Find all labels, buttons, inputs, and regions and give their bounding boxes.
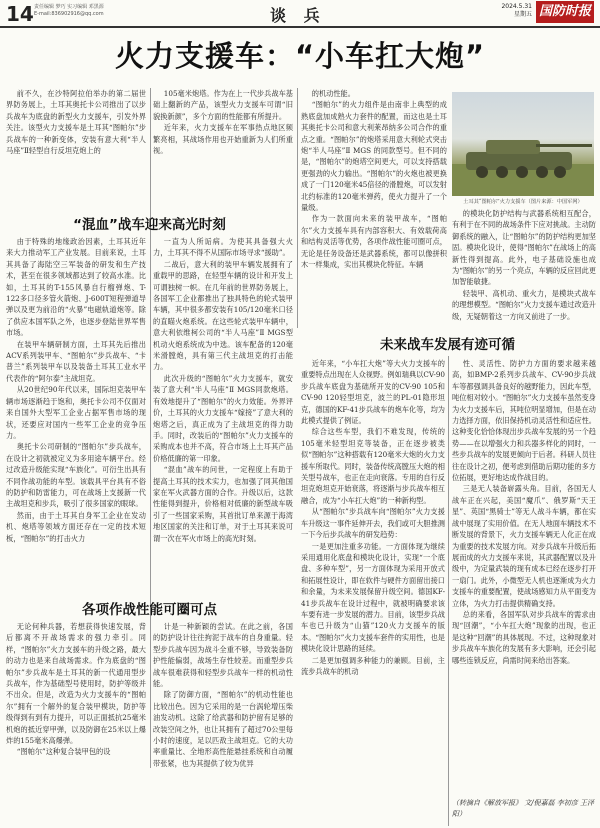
paragraph: 综合这些车型，我们不难发现，传统的105毫米轻型坦克等装备，正在逐步被类似“图帕尔”这种搭载有120毫米大炮的火力支援车所取代。同时，装备传统高膛压大炮的相关型号战车，也正在走向衰落。专用的自行反坦克炮坦克开始衰落，将逐渐与步兵战车相互融合，成为“小车扛大炮”的一种新构型。 <box>301 427 445 505</box>
sec3-column-right <box>452 358 596 796</box>
paragraph: “混血”战车的问世，一定程度上有助于提高土耳其的技术实力，也加强了同其他国家在军火武器方面的合作。升级以后，这款性能得到提升，价格相对低廉的新型战车吸引了一些国家采购，其首批订单来源于海湾地区国家的关注和订单，对于土耳其来说可谓一次在军火市场上的高光时刻。 <box>153 465 293 543</box>
paragraph: 从20世纪90年代以来，国际坦克装甲车辆市场逐渐趋于饱和，奥托卡公司不仅面对来自国外大型军工企业占据军售市场的现状，还要应对国内一些军工企业的竞争压力。 <box>6 385 146 440</box>
paragraph: 从“图帕尔”步兵战车向“图帕尔”火力支援车升级这一事件延伸开去，我们或可大胆推测一下今后步兵战车的研发趋势： <box>301 507 445 540</box>
tank-illustration <box>452 92 594 196</box>
subheading-3: 未来战车发展有迹可循 <box>380 337 515 353</box>
page-header <box>0 0 600 28</box>
intro-column-1 <box>6 88 146 212</box>
paragraph: 的模块化防护结构与武器系统相互配合，有利于在不同的战场条件下应对挑战。主动防御系统的融入，让“图帕尔”的防护结构更加坚固。模块化设计，使得“图帕尔”在战场上的高新性得到提高。此外，电子基础设施也成为“图帕尔”的另一个亮点，车辆的反应回此更加智能敏捷。 <box>452 209 596 287</box>
paragraph: 除了防御方面，“图帕尔”的机动性能也比较出色。因为它采用的是一台涡轮增压柴油发动机。这除了给武器和防护留有足够的改装空间之外，也让其拥有了超过70公里每小时的速度，足以匹敌主战坦克。它的大功率重量比、全地形高性能悬挂系统和自动履带张紧，也为其提供了较为优异 <box>153 690 293 768</box>
paragraph: “图帕尔”这种复合装甲包的设 <box>16 747 111 757</box>
page-number: 14 <box>6 2 34 26</box>
subheading-2: 各项作战性能可圈可点 <box>82 602 217 618</box>
paragraph: 一是更加注重多功能。一方面体现为继续采用通用化底盘和模块化设计，实现“一个底盘、多种车型”，另一方面体现为采用开放式和拓展性设计，即在软件与硬件方面留出接口和余量，为未来发展保留升级空间。德国KF-41步兵战车在设计过程中，就被明确要求该车要有进一步发展的潜力。目前，该型步兵战车也已升级为“山猫”120火力支援车的版本。“图帕尔”火力支援车套件的实用性，也是模块化设计思路的延续。 <box>301 541 445 654</box>
paragraph: 总的来看，各国军队对步兵战车的需求由现“回潮”，“小车扛大炮”现象的出现，也正是这种“回潮”的具体展现。不过，这种现象对步兵战车车族化的发展有多大影响，还会引起哪些连锁反应，尚需时间来给出答案。 <box>452 609 596 665</box>
sec1-column-right <box>153 236 293 584</box>
paragraph: 由于特殊的地缘政治因素，土耳其近年来大力推动军工产业发展。目前来说，土耳其具备了海陆空三军装备的研发和生产技术，甚至在很多领域都达到了较高水准。比如，土耳其的T-155风暴自行榴弹炮、T-122多口径多管火箭炮、J-600T短程弹道导弹以及更为前沿的“火暴”电磁轨道炮等。除了供应本国军队之外，也逐步登陆世界军售市场。 <box>6 237 146 338</box>
paragraph: 近年来，火力支援车在军事热点地区频繁亮相，其战场作用也开始重新为人们所重视。 <box>153 123 293 156</box>
paragraph: 前不久，在沙特阿拉伯举办的第二届世界防务展上，土耳其奥托卡公司推出了以步兵战车为底盘的新型火力支援车，引发外界关注。该型火力支援车是土耳其“图帕尔”步兵战车的一种新变体，安装有意大利“半人马座”Ⅱ轻型自行反坦克炮上的 <box>6 89 146 156</box>
editor-line: 责任编辑 梦巧 实习编辑 邓黑源 <box>34 4 104 10</box>
body-column-4 <box>452 208 596 328</box>
paragraph: 轻装甲、高机动、重火力，是模块式战车的理想模型。“图帕尔”火力支援车通过改造升级，无疑朝着这一方向又前进了一步。 <box>452 288 596 321</box>
weekday-line: 星期五 <box>513 11 532 18</box>
paragraph: 性、灵活性、防护力方面的要求越来越高，如BMP-2系列步兵战车、CV-90步兵战车等都强调具备良好的越野能力，因此车型，吨位相对较小。“图帕尔”火力支援车虽然变身为火力支援车后，其吨位明显增加，但是在动力选择方面，依旧保持机动灵活性和适应性。这种变化恰恰体现出步兵战车发展的另一个趋势——在以增强火力和兵器多样化的同时，一些步兵战车的发展更倾向于后者。科研人员往往在设计之初，便考虑到借助后期功能的多方位拓展，更好地达成作战目的。 <box>452 359 596 483</box>
sec1-column-left <box>6 236 146 584</box>
paragraph: 三是无人装备崭露头角。目前，各国无人战车正在兴起，美国“魔爪”、俄罗斯“天王星”、英国“黑骑士”等无人战斗车辆，都在实战中展现了实用价值。在无人地面车辆技术不断发展的背景下，火力支援车辆无人化正在成为重要的技术发展方向。对步兵战车升级后拓展而成的火力支援车来说，其武器配置以及升级中，为定量武装的现有成本已经在逐步打开一扇门。此外，小微型无人机也逐渐成为火力支援车的重要配置，使战场感知力从平面变为立体，为火力打击提供精确支持。 <box>452 484 596 608</box>
paragraph: 的机动性能。 <box>311 89 355 98</box>
column-divider <box>297 88 298 328</box>
email-line: E-mail:836902916@qq.com <box>34 11 104 17</box>
paragraph: 此次升级的“图帕尔”火力支援车，就安装了意大利“半人马座”Ⅱ MGS同款炮塔。有效地提升了“图帕尔”的火力效能。外界评价，土耳其的火力支援车“嫁接”了意大利的炮塔之后，真正成为了主战坦克的得力助手。同时，改装后的“图帕尔”火力支援车的采购成本也并不高，符合市场上土耳其产品价格低廉的第一印象。 <box>153 373 293 463</box>
paragraph: 在装甲车辆研制方面，土耳其先后推出ACV系列装甲车、“图帕尔”步兵战车、“卡普兰”系列装甲车以及装备土耳其工业水平代表作的“阿尔泰”主战坦克。 <box>6 339 146 383</box>
paragraph: 计是一种新颖的尝试。在此之前，各国的防护设计往往拘泥于战车的自身重量。轻型步兵战车因为战斗全重不够，导致装备防护性能偏弱，战场生存性较差。而重型步兵战车很难获得和轻型步兵战车一样的机动性能。 <box>153 622 293 689</box>
paragraph: 二战后，意大利的装甲车辆发展拥有了重载甲的思路，在轻型车辆的设计和开发上可谓独树一帜。在几年前的世界防务展上，各国军工企业都推出了独具特色的轮式装甲车辆，其中很多都安装有105/120毫米口径的直瞄火炮系统。在这些轮式装甲车辆中，意大利依维柯公司的“半人马座”Ⅱ MGS型机动火炮系统成为中选。该车配备的120毫米滑膛炮，具有第三代主战坦克的打击能力。 <box>153 259 293 372</box>
paragraph: 奥托卡公司研制的“图帕尔”步兵战车，在设计之初就被定义为多用途车辆平台。经过改造升级能实现“车族化”。可衍生出具有不同作战功能的车型。该载具平台具有不俗的防护和防雷能力，可在战场上支援新一代主战坦克和步兵，吸引了很多国家的眼球。 <box>6 442 146 509</box>
tank-photo <box>452 92 594 196</box>
sec2-column-left <box>6 621 146 826</box>
article-byline: （转摘自《解放军报》 文/倪嘉磊 李初彦 王泽阳） <box>452 799 595 818</box>
paragraph: “图帕尔”的火力组件是由南非上典型的成熟底盘加成熟火力套件的配置，而这也是土耳其奥托卡公司和意大利莱昂纳多公司合作的重点之重。“图帕尔”的炮塔采用意大利轮式突击炮“半人马座”Ⅱ MGS 的同款型号。但不同的是，“图帕尔”的炮塔空间更大，可以支持搭载更强劲的火力输出。“图帕尔”的火炮也被更换成了一门120毫米45倍径的滑膛炮，可以发射北约标准的120毫米弹药，使火力提升了一个量级。 <box>301 100 447 213</box>
issue-date <box>476 3 532 19</box>
sec2-column-right <box>153 621 293 826</box>
paragraph: 近年来，“小车扛大炮”等大火力支援车的重要特点出现在人众视野。例如瑞典以CV-90步兵战车底盘为基础所开发的CV-90 105和CV-90 120轻型坦克，波兰的PL-01隐形坦克，德国的KF-41步兵战车的炮车化等，均为此模式提供了例证。 <box>301 359 445 426</box>
subheading-1: “混血”战车迎来高光时刻 <box>73 217 226 233</box>
paragraph: 105毫米炮塔。作为在上一代步兵战车基础上翻新的产品，该型火力支援车可谓“旧貌换新颜”，多个方面的性能都有所提升。 <box>153 89 293 121</box>
paragraph: 无论何种兵器，若想获得快速发展，背后都离不开战场需求的强力牵引。同样，“图帕尔”火力支援车的升级之路，最大的动力也是来自战场需求。作为底盘的“图帕尔”步兵战车是土耳其的新一代通用型步兵战车，作为基础型号使用时，防护等级并不出众。但是，改造为火力支援车的“图帕尔”拥有一个解外的复合装甲模块，防护等级得到有到有力提升，可以正面抵抗25毫米机炮的抵近穿甲弹，以及防御在25米以上爆炸的155毫米高爆弹。 <box>6 622 146 746</box>
paragraph: 一直为人所诟病。为使其具备强大火力，土耳其不得不从国际市场寻求“援助”。 <box>153 237 293 258</box>
photo-caption: 土耳其“图帕尔”火力支援车（图片来源：中国军网） <box>463 199 583 205</box>
paragraph: 二是更加强调多种能力的兼顾。目前，主流步兵战车的机动 <box>301 655 445 676</box>
intro-column-2 <box>153 88 293 212</box>
article-title: 火力支援车：“小车扛大炮” <box>114 39 486 73</box>
masthead-logo: 国防时报 <box>536 1 594 23</box>
date-line: 2024.5.31 <box>501 3 532 10</box>
column-divider <box>150 88 151 768</box>
body-column-3 <box>301 88 447 328</box>
section-title: 谈 兵 <box>270 6 326 25</box>
column-divider <box>448 356 449 826</box>
editor-info <box>34 4 104 18</box>
paragraph: 然而，由于土耳其自身军工企业在发动机、炮塔等领域方面还存在一定的技术短板，“图帕尔”的打击火力 <box>6 510 146 543</box>
paragraph: 作为一款面向未来的装甲战车，“图帕尔”火力支援车具有内部容积大、有效载荷高和结构灵活等优势，各项作战性能可圈可点，无论是任务设备还是武器系统，都可以像拼积木一样集成，实出其模块化特征。车辆 <box>301 214 447 270</box>
sec3-column-left <box>301 358 445 826</box>
